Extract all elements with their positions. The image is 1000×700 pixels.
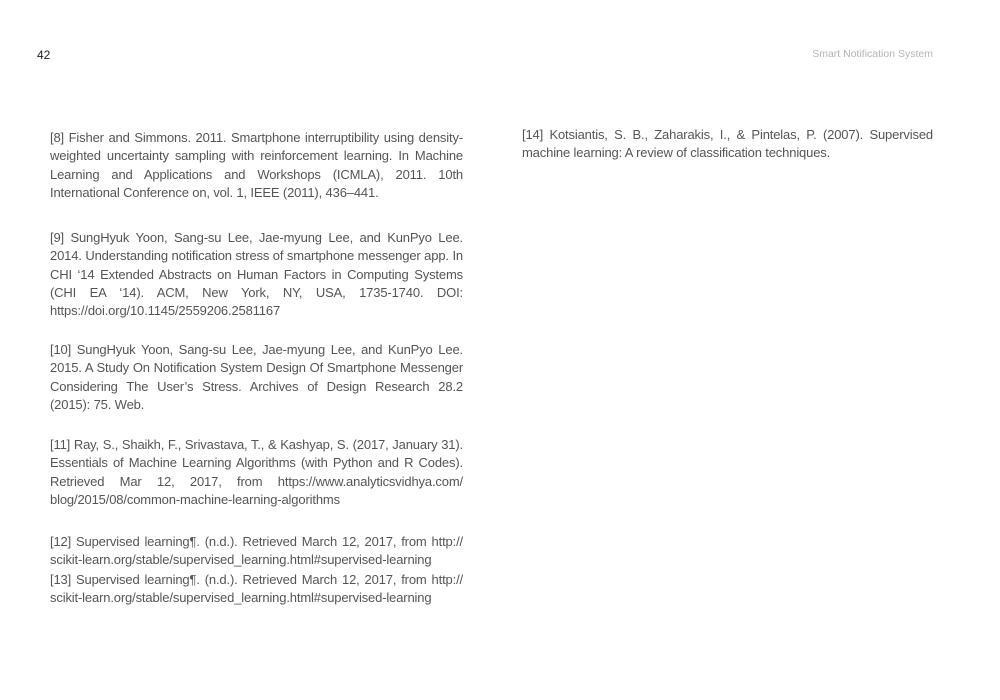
page-number: 42 — [37, 48, 51, 62]
reference-10: [10] SungHyuk Yoon, Sang-su Lee, Jae-myung Lee, and KunPyo Lee. 2015. A Study On Notification System Design Of Smartphone Messenger Considering The User’s Stress. Archives of Design Research 28.2 (2015): 75. Web. — [50, 342, 463, 412]
reference-12: [12] Supervised learning¶. (n.d.). Retrieved March 12, 2017, from http:// scikit-learn.org/stable/supervised_learning.html#supervised-learning — [50, 534, 463, 568]
reference-8: [8] Fisher and Simmons. 2011. Smartphone interruptibility using density-weighted uncertainty sampling with reinforcement learning. In Machine Learning and Applications and Workshops (ICMLA), 2011. 10th International Conference on, vol. 1, IEEE (2011), 436–441. — [50, 130, 463, 200]
running-title: Smart Notification System — [812, 48, 933, 60]
reference-14: [14] Kotsiantis, S. B., Zaharakis, I., & Pintelas, P. (2007). Supervised machine learning: A review of classification techniques. — [522, 127, 933, 161]
reference-13: [13] Supervised learning¶. (n.d.). Retrieved March 12, 2017, from http:// scikit-learn.org/stable/supervised_learning.html#supervised-learning — [50, 572, 463, 606]
reference-11: [11] Ray, S., Shaikh, F., Srivastava, T., & Kashyap, S. (2017, January 31). Essentials of Machine Learning Algorithms (with Python and R Codes). Retrieved Mar 12, 2017, from https://www.analyticsvidhya.com/ blog/2015/08/common-machine-learning-algorithms — [50, 437, 463, 507]
reference-9: [9] SungHyuk Yoon, Sang-su Lee, Jae-myung Lee, and KunPyo Lee. 2014. Understanding notification stress of smartphone messenger app. In CHI ‘14 Extended Abstracts on Human Factors in Computing Systems (CHI EA ‘14). ACM, New York, NY, USA, 1735-1740. DOI: https://doi.org/10.1145/2559206.2581167 — [50, 230, 463, 319]
